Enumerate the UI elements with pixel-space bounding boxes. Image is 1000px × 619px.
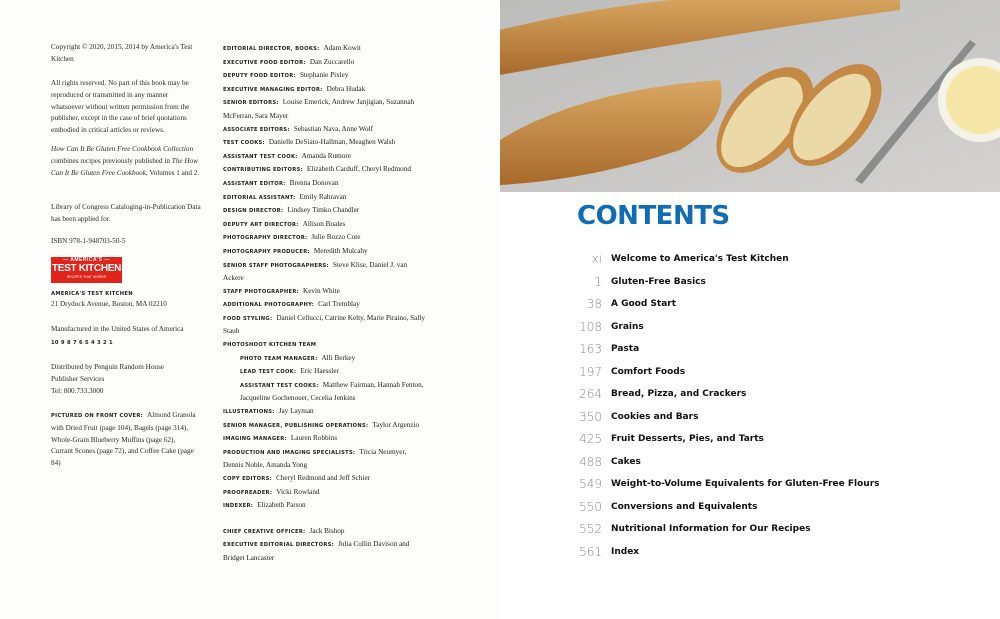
credit-entry [223, 446, 428, 472]
atk-logo [51, 257, 122, 283]
credit-role: EDITORIAL DIRECTOR, BOOKS: [223, 46, 320, 52]
credit-entry [223, 69, 428, 83]
collection-title: How Can It Be Gluten Free Cookbook Collection [51, 145, 194, 153]
toc-entry[interactable] [560, 518, 880, 541]
toc-chapter-title: Comfort Foods [611, 366, 686, 377]
toc-entry[interactable] [560, 496, 880, 519]
address: 21 Drydock Avenue, Boston, MA 02210 [51, 300, 167, 308]
toc-page-number: 163 [579, 342, 602, 357]
toc-entry[interactable] [560, 271, 880, 294]
toc-chapter-title: Cakes [611, 456, 641, 467]
cover-label: PICTURED ON FRONT COVER: [51, 413, 144, 419]
credit-entry [223, 231, 428, 245]
credit-role: FOOD STYLING: [223, 315, 273, 322]
toc-chapter-title: A Good Start [611, 299, 677, 310]
credit-entry [223, 499, 428, 513]
credit-entry [223, 191, 428, 205]
toc-entry[interactable] [560, 316, 880, 339]
cover-credits [51, 410, 196, 470]
credit-entry [223, 177, 428, 191]
table-of-contents [560, 248, 880, 563]
credit-entry [223, 42, 428, 56]
credit-role: PHOTOGRAPHY DIRECTOR: [223, 235, 308, 242]
credit-entry [223, 150, 428, 164]
credit-entry [223, 352, 428, 366]
credit-names: Lauren Robbins [290, 434, 338, 443]
toc-entry[interactable] [560, 406, 880, 429]
toc-chapter-title: Conversions and Equivalents [611, 501, 758, 512]
credit-names: Dan Zuccarello [309, 57, 355, 66]
toc-page-number: 264 [579, 387, 602, 402]
credit-names: Matthew Fairman, Hannah Fenton, Jacqueline Gochenouer, Cecelia Jenkins [240, 380, 424, 403]
toc-entry[interactable] [560, 338, 880, 361]
printing-numbers: 10 9 8 7 6 5 4 3 2 1 [51, 340, 113, 346]
isbn: ISBN 978-1-948703-50-5 [51, 237, 126, 245]
toc-entry[interactable] [560, 383, 880, 406]
credit-names: Carl Tremblay [318, 300, 360, 309]
credit-entry [223, 96, 428, 122]
credit-names: Eric Haessler [300, 367, 339, 376]
loc-note: Library of Congress Cataloging-in-Publication Data has been applied for. [51, 203, 201, 223]
credit-names: Daniel Cellucci, Catrine Kelty, Marie Piraino, Sally Staub [223, 313, 425, 336]
credit-names: Allison Boales [302, 219, 346, 228]
credit-role: ASSISTANT TEST COOKS: [240, 382, 319, 389]
toc-page-number: 197 [579, 364, 602, 379]
credit-role: SENIOR MANAGER, PUBLISHING OPERATIONS: [223, 422, 369, 429]
toc-entry[interactable] [560, 248, 880, 271]
credit-names: Amanda Rumore [301, 151, 351, 160]
credit-names: Sebastian Nava, Anne Wolf [293, 124, 373, 133]
toc-page-number: 108 [579, 319, 602, 334]
credit-entry [223, 365, 428, 379]
collection-note [51, 144, 201, 179]
credit-names: Jay Layman [278, 407, 314, 416]
credit-entry [223, 298, 428, 312]
toc-page-number: 488 [579, 454, 602, 469]
toc-entry[interactable] [560, 361, 880, 384]
credit-role: SENIOR STAFF PHOTOGRAPHERS: [223, 262, 329, 269]
toc-entry[interactable] [560, 541, 880, 564]
credit-entry [223, 432, 428, 446]
toc-chapter-title: Pasta [611, 344, 640, 355]
credit-role: TEST COOKS: [223, 140, 265, 147]
copyright-notice: Copyright © 2020, 2015, 2014 by America's Test Kitchen [51, 43, 193, 63]
rights-notice: All rights reserved. No part of this book may be reproduced or transmitted in any manner whatsoever without written permission from the publisher, except in the case of brief quotations embodied in critical articles or reviews. [51, 79, 190, 135]
credit-role: LEAD TEST COOK: [240, 369, 297, 376]
credit-role: DEPUTY FOOD EDITOR: [223, 73, 296, 80]
credit-role: STAFF PHOTOGRAPHER: [223, 288, 300, 295]
credit-role: EXECUTIVE FOOD EDITOR: [223, 59, 306, 66]
credit-names: Lindsey Timko Chandler [287, 206, 360, 215]
collection-mid: combines recipes previously published in [51, 156, 172, 165]
manufactured: Manufactured in the United States of America [51, 325, 184, 333]
logo-top: — AMERICA'S — [63, 257, 110, 263]
credit-names: Danielle DeSiato-Hallman, Meaghen Walsh [268, 138, 396, 147]
toc-chapter-title: Nutritional Information for Our Recipes [611, 524, 811, 535]
credit-entry [223, 525, 428, 539]
telephone: Tel: 800.733.3000 [51, 387, 104, 395]
credit-names: Cheryl Redmond and Jeff Schier [276, 474, 371, 482]
credit-names: Alli Berkey [321, 353, 356, 362]
credit-entry [223, 245, 428, 259]
toc-entry[interactable] [560, 293, 880, 316]
logo-tag: RECIPES THAT WORK® [66, 275, 107, 279]
credit-entry [223, 218, 428, 232]
credit-role: INDEXER: [223, 503, 254, 510]
toc-chapter-title: Grains [611, 321, 644, 332]
cover-text: Almond Granola with Dried Fruit (page 104), Bagels (page 314), Whole-Grain Blueberry Muffins (page 62), Currant Scones (page 72), and Coffee Cake (page 84) [51, 411, 196, 468]
credit-entry [223, 486, 428, 500]
credit-names: Vicki Rowland [276, 487, 320, 496]
credit-role: PHOTO TEAM MANAGER: [240, 355, 318, 362]
credit-names: Taylor Argenzio [372, 420, 420, 429]
credit-names: Adam Kowit [323, 44, 361, 52]
credit-entry [223, 472, 428, 486]
credit-names: Brenna Donovan [289, 178, 339, 187]
toc-chapter-title: Fruit Desserts, Pies, and Tarts [611, 434, 764, 445]
toc-chapter-title: Welcome to America's Test Kitchen [611, 254, 789, 265]
credit-names: Elizabeth Parson [257, 501, 306, 510]
credit-role: CONTRIBUTING EDITORS: [223, 167, 303, 174]
credit-role: ASSISTANT TEST COOK: [223, 153, 298, 160]
credit-role: ASSOCIATE EDITORS: [223, 126, 290, 133]
toc-chapter-title: Cookies and Bars [611, 411, 699, 422]
toc-chapter-title: Gluten-Free Basics [611, 276, 706, 287]
toc-chapter-title: Index [611, 546, 640, 557]
logo-main: TEST KITCHEN [51, 263, 122, 274]
credit-role: ASSISTANT EDITOR: [223, 180, 286, 187]
credit-role: SENIOR EDITORS: [223, 100, 279, 107]
credit-entry [223, 538, 428, 564]
credit-role: ILLUSTRATIONS: [223, 409, 275, 416]
toc-page-number: 38 [586, 297, 602, 312]
credit-names: Meredith Mulcahy [313, 246, 368, 255]
toc-page-number: 552 [579, 522, 602, 537]
credit-entry [223, 338, 428, 352]
credit-role: EXECUTIVE EDITORIAL DIRECTORS: [223, 542, 335, 549]
toc-page-number: 1 [594, 274, 602, 289]
credit-role: COPY EDITORS: [223, 476, 273, 482]
toc-chapter-title: Bread, Pizza, and Crackers [611, 389, 747, 400]
credit-role: DEPUTY ART DIRECTOR: [223, 221, 299, 228]
credit-entry [223, 259, 428, 285]
credit-entry [223, 123, 428, 137]
credit-names: Stephanie Pixley [299, 71, 349, 80]
credit-entry [223, 136, 428, 150]
credit-names: Debra Hudak [326, 84, 366, 93]
toc-chapter-title: Weight-to-Volume Equivalents for Gluten-Free Flours [611, 479, 880, 490]
credit-names: Jack Bishop [309, 526, 345, 535]
credit-role: CHIEF CREATIVE OFFICER: [223, 528, 306, 535]
credit-entry [223, 405, 428, 419]
credit-names: Steve Klise, Daniel J. van Ackere [223, 260, 408, 283]
credit-role: DESIGN DIRECTOR: [223, 208, 284, 215]
toc-entry[interactable] [560, 451, 880, 474]
credit-role: PROOFREADER: [223, 489, 273, 496]
credit-entry [223, 312, 428, 338]
publisher-name: AMERICA'S TEST KITCHEN [51, 291, 133, 297]
credit-role: PHOTOGRAPHY PRODUCER: [223, 248, 310, 255]
credit-entry [223, 419, 428, 433]
credit-role: IMAGING MANAGER: [223, 436, 287, 443]
credit-entry [223, 56, 428, 70]
credit-names: Kevin White [303, 286, 340, 295]
credit-names: Julie Bozzo Cote [311, 233, 361, 242]
contents-title: CONTENTS [577, 201, 730, 231]
toc-page-number: 425 [579, 432, 602, 447]
toc-entry[interactable] [560, 473, 880, 496]
toc-page-number: 350 [579, 409, 602, 424]
credit-entry [223, 83, 428, 97]
credit-role: ADDITIONAL PHOTOGRAPHY: [223, 302, 315, 309]
credit-entry [223, 379, 428, 405]
book-title: The How Can It Be Gluten Free Cookbook [51, 156, 198, 177]
credit-names: Julia Collin Davison and Bridget Lancaster [223, 540, 410, 562]
credit-names: Elizabeth Carduff, Cheryl Redmond [306, 165, 411, 174]
credit-entry [223, 204, 428, 218]
collection-end: , Volumes 1 and 2. [145, 168, 200, 177]
credit-role: EDITORIAL ASSISTANT: [223, 194, 296, 201]
credit-names: Louise Emerick, Andrew Janjigian, Suzannah McFerran, Sara Mayer [223, 98, 415, 120]
toc-entry[interactable] [560, 428, 880, 451]
baguette-photo [500, 0, 1000, 192]
distributor: Distributed by Penguin Random House Publisher Services [51, 363, 164, 383]
credit-names: Tricia Neumyer, Dennis Noble, Amanda Yong [223, 447, 407, 470]
printing-line [51, 337, 201, 350]
toc-page-number: 561 [579, 544, 602, 559]
credit-role: PHOTOSHOOT KITCHEN TEAM [223, 342, 317, 349]
staff-credits [223, 42, 428, 565]
credit-role: EXECUTIVE MANAGING EDITOR: [223, 86, 323, 93]
credit-role: PRODUCTION AND IMAGING SPECIALISTS: [223, 449, 356, 456]
contents-page [500, 0, 1000, 619]
credit-entry [223, 163, 428, 177]
toc-page-number: xi [591, 252, 602, 267]
credit-names: Emily Rahravan [299, 192, 347, 201]
toc-page-number: 549 [579, 477, 602, 492]
credit-entry [223, 285, 428, 299]
toc-page-number: 550 [579, 499, 602, 514]
